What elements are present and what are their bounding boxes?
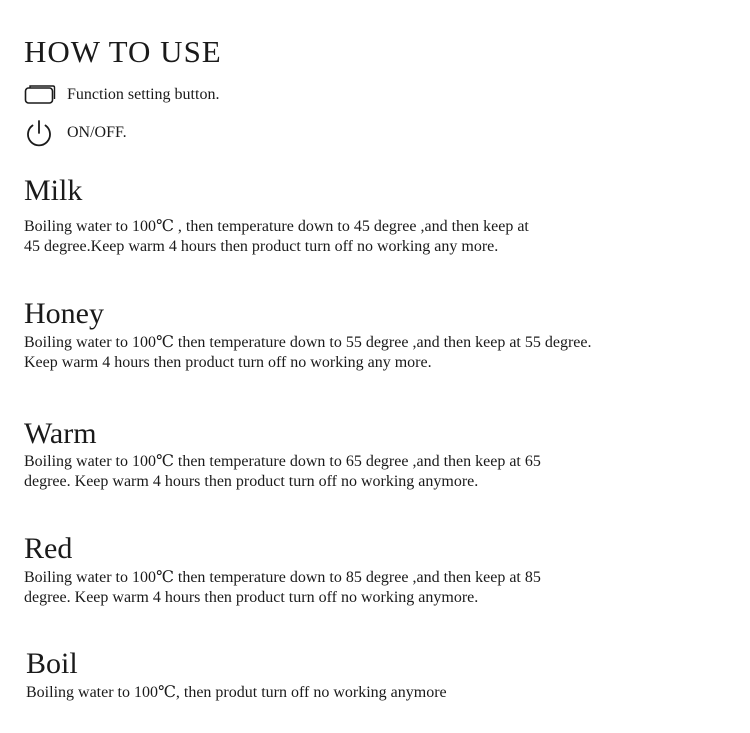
mode-title-milk: Milk (24, 174, 83, 207)
mode-desc-honey-line1: Boiling water to 100℃ then temperature down to 55 degree ,and then keep at 55 degree. (24, 334, 592, 351)
power-icon (24, 118, 56, 148)
power-label: ON/OFF. (67, 124, 127, 141)
mode-desc-milk-line1: Boiling water to 100℃ , then temperature down to 45 degree ,and then keep at (24, 218, 529, 235)
mode-title-boil: Boil (26, 647, 78, 680)
function-button-label: Function setting button. (67, 86, 220, 103)
mode-desc-honey-line2: Keep warm 4 hours then product turn off no working any more. (24, 354, 432, 371)
mode-desc-milk-line2: 45 degree.Keep warm 4 hours then product turn off no working any more. (24, 238, 499, 255)
mode-desc-warm-line1: Boiling water to 100℃ then temperature down to 65 degree ,and then keep at 65 (24, 453, 541, 470)
mode-title-honey: Honey (24, 297, 104, 330)
legend-power (24, 118, 127, 148)
function-button-icon (24, 80, 56, 110)
mode-desc-warm-line2: degree. Keep warm 4 hours then product turn off no working anymore. (24, 473, 479, 490)
mode-desc-red-line1: Boiling water to 100℃ then temperature down to 85 degree ,and then keep at 85 (24, 569, 541, 586)
legend-function-button (24, 80, 219, 110)
mode-title-red: Red (24, 532, 73, 565)
mode-desc-red-line2: degree. Keep warm 4 hours then product turn off no working anymore. (24, 589, 479, 606)
page-title: HOW TO USE (24, 34, 222, 69)
mode-desc-boil-line1: Boiling water to 100℃, then produt turn off no working anymore (26, 684, 447, 701)
mode-title-warm: Warm (24, 417, 97, 450)
